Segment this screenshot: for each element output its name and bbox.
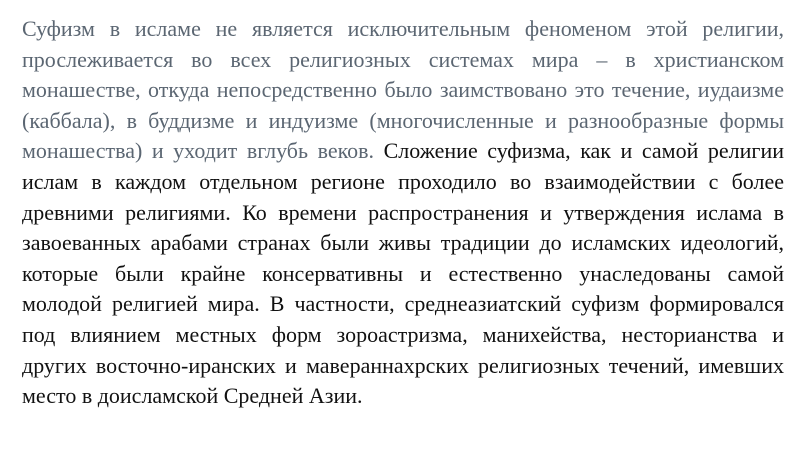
main-text: Сложение суфизма, как и самой религии ислам в каждом отдельном регионе проходило во взаимодействии с более древними религиями. Ко времени распространения и утверждения ислама в завоеванных арабами странах были живы традиции до исламских идеологий, которые были крайне консервативны и естественно унаследованы самой молодой религией мира. В частности, среднеазиатский суфизм формировался под влиянием местных форм зороастризма, манихейства, несторианства и других восточно-иранских и мавераннахрских религиозных течений, имевших место в доисламской Средней Азии. <box>22 138 785 409</box>
body-paragraph <box>22 14 784 412</box>
intro-text: Суфизм в исламе не является исключительным феноменом этой религии, прослеживается во всех религиозных системах мира – в христианском монашестве, откуда непосредственно было заимствовано это течение, иудаизме (каббала), в буддизме и индуизме (многочисленные и разнообразные формы монашества) и уходит вглубь веков. <box>22 16 784 164</box>
document-page <box>22 14 784 412</box>
